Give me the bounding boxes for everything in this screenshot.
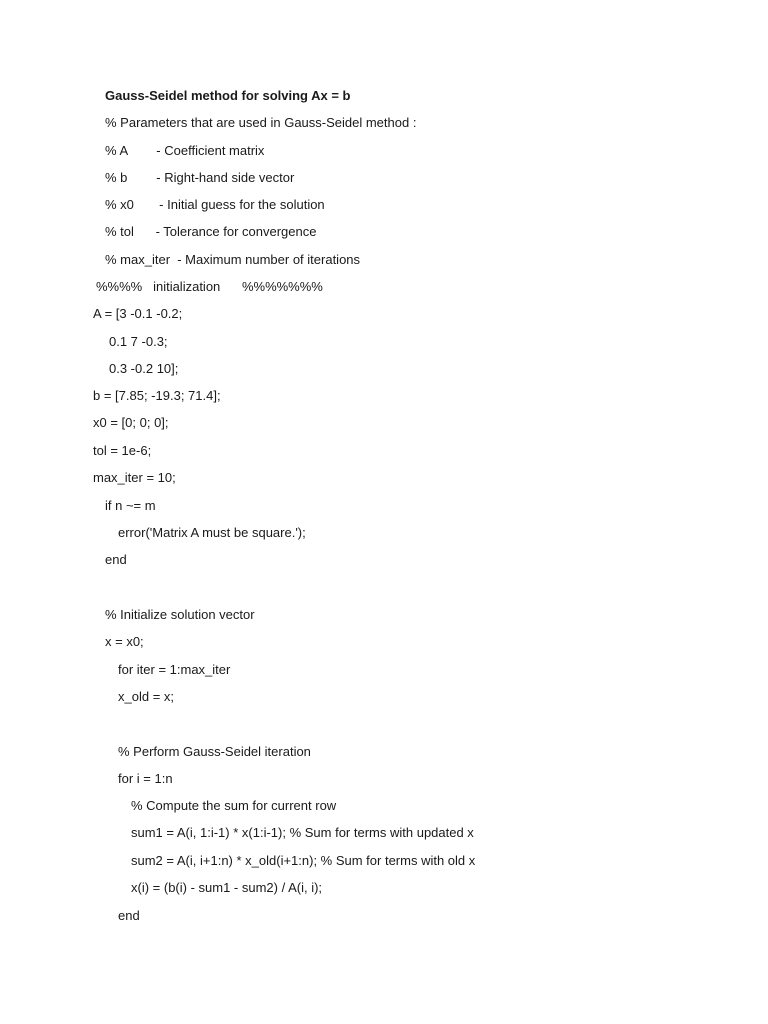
code-line-comment: % max_iter - Maximum number of iterations: [105, 252, 361, 267]
code-line: sum1 = A(i, 1:i-1) * x(1:i-1); % Sum for terms with updated x: [131, 825, 474, 840]
code-line-comment: % Compute the sum for current row: [131, 798, 337, 813]
code-line: max_iter = 10;: [93, 470, 176, 485]
document-title: Gauss-Seidel method for solving Ax = b: [105, 88, 351, 103]
code-line-comment: % A - Coefficient matrix: [105, 143, 265, 158]
code-line-comment: % b - Right-hand side vector: [105, 170, 295, 185]
code-line: for iter = 1:max_iter: [118, 662, 231, 677]
code-line: sum2 = A(i, i+1:n) * x_old(i+1:n); % Sum for terms with old x: [131, 853, 476, 868]
code-line: x(i) = (b(i) - sum1 - sum2) / A(i, i);: [131, 880, 323, 895]
code-line-comment: % Perform Gauss-Seidel iteration: [118, 744, 311, 759]
code-line-comment: % tol - Tolerance for convergence: [105, 224, 317, 239]
code-line: A = [3 -0.1 -0.2;: [93, 306, 183, 321]
code-line: 0.3 -0.2 10];: [109, 361, 179, 376]
code-line: error('Matrix A must be square.');: [118, 525, 306, 540]
code-line: if n ~= m: [105, 498, 156, 513]
code-line: end: [105, 552, 127, 567]
code-line-comment: % Initialize solution vector: [105, 607, 255, 622]
code-line: end: [118, 908, 140, 923]
code-line: tol = 1e-6;: [93, 443, 152, 458]
code-line-comment: %%%% initialization %%%%%%%: [96, 279, 323, 294]
code-line: x0 = [0; 0; 0];: [93, 415, 169, 430]
code-line: x_old = x;: [118, 689, 175, 704]
code-line-comment: % x0 - Initial guess for the solution: [105, 197, 325, 212]
code-line: b = [7.85; -19.3; 71.4];: [93, 388, 221, 403]
code-line: for i = 1:n: [118, 771, 173, 786]
code-line: x = x0;: [105, 634, 144, 649]
code-line-comment: % Parameters that are used in Gauss-Seidel method :: [105, 115, 417, 130]
code-line: 0.1 7 -0.3;: [109, 334, 168, 349]
